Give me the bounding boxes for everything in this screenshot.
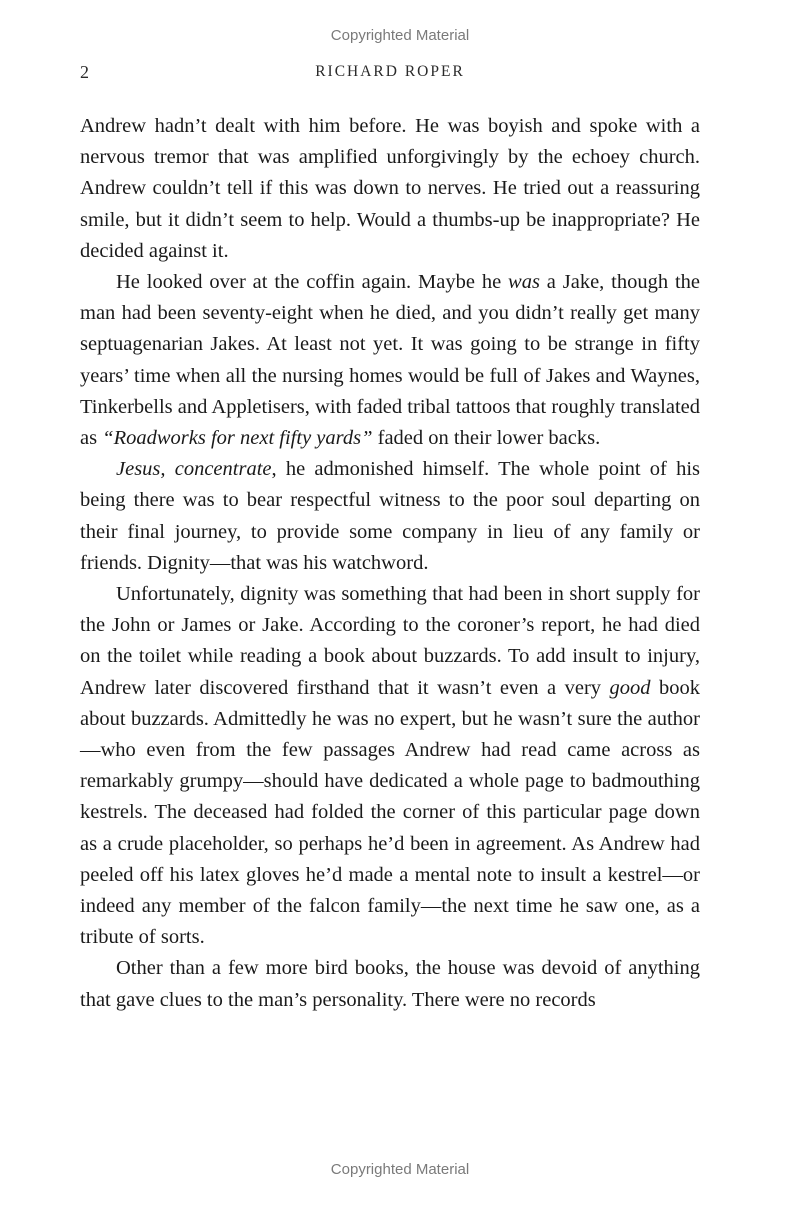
emphasis-text: “Roadworks for next fifty yards” [102, 427, 373, 450]
paragraph-text: Unfortunately, dignity was something that had been in short supply for the John or James or Jake. According to the coroner’s report, he had died on the toilet while reading a book about buzzards. To add insult to injury, Andrew later discovered firsthand that it wasn’t even a very [80, 583, 700, 699]
emphasis-text: was [508, 271, 540, 294]
copyright-watermark-bottom: Copyrighted Material [330, 1161, 470, 1178]
emphasis-text: Jesus, concentrate [116, 458, 272, 481]
running-title-author: RICHARD ROPER [315, 63, 465, 80]
paragraph [80, 267, 700, 454]
paragraph [80, 454, 700, 579]
paragraph [80, 953, 700, 1015]
body-text [80, 111, 700, 1016]
paragraph-text: a Jake, though the man had been seventy-eight when he died, and you didn’t really get many septuagenarian Jakes. At least not yet. It was going to be strange in fifty years’ time when all the nursing homes would be full of Jakes and Waynes, Tinkerbells and Appletisers, with faded tribal tattoos that roughly translated as [80, 271, 700, 450]
paragraph [80, 579, 700, 953]
paragraph-text: faded on their lower backs. [372, 427, 601, 450]
paragraph-text: , he admonished himself. The whole point of his being there was to bear respectful witness to the poor soul departing on their final journey, to provide some company in lieu of any family or friends. Dignity—that was his watchword. [80, 458, 700, 574]
paragraph [80, 111, 700, 267]
paragraph-text: He looked over at the coffin again. Maybe he [116, 271, 509, 294]
page-number: 2 [80, 62, 89, 82]
copyright-watermark-top: Copyrighted Material [330, 27, 470, 44]
paragraph-text: Other than a few more bird books, the house was devoid of anything that gave clues to the man’s personality. There were no records [80, 957, 700, 1011]
paragraph-text: book about buzzards. Admittedly he was no expert, but he wasn’t sure the author—who even from the few passages Andrew had read came across as remarkably grumpy—should have dedicated a whole page to badmouthing kestrels. The deceased had folded the corner of this particular page down as a crude placeholder, so perhaps he’d been in agreement. As Andrew had peeled off his latex gloves he’d made a mental note to insult a kestrel—or indeed any member of the falcon family—the next time he saw one, as a tribute of sorts. [80, 676, 700, 949]
emphasis-text: good [609, 676, 651, 699]
running-header [80, 62, 700, 86]
paragraph-text: Andrew hadn’t dealt with him before. He was boyish and spoke with a nervous tremor that was amplified unforgivingly by the echoey church. Andrew couldn’t tell if this was down to nerves. He tried out a reassuring smile, but it didn’t seem to help. Would a thumbs-up be inappropriate? He decided against it. [80, 115, 700, 262]
